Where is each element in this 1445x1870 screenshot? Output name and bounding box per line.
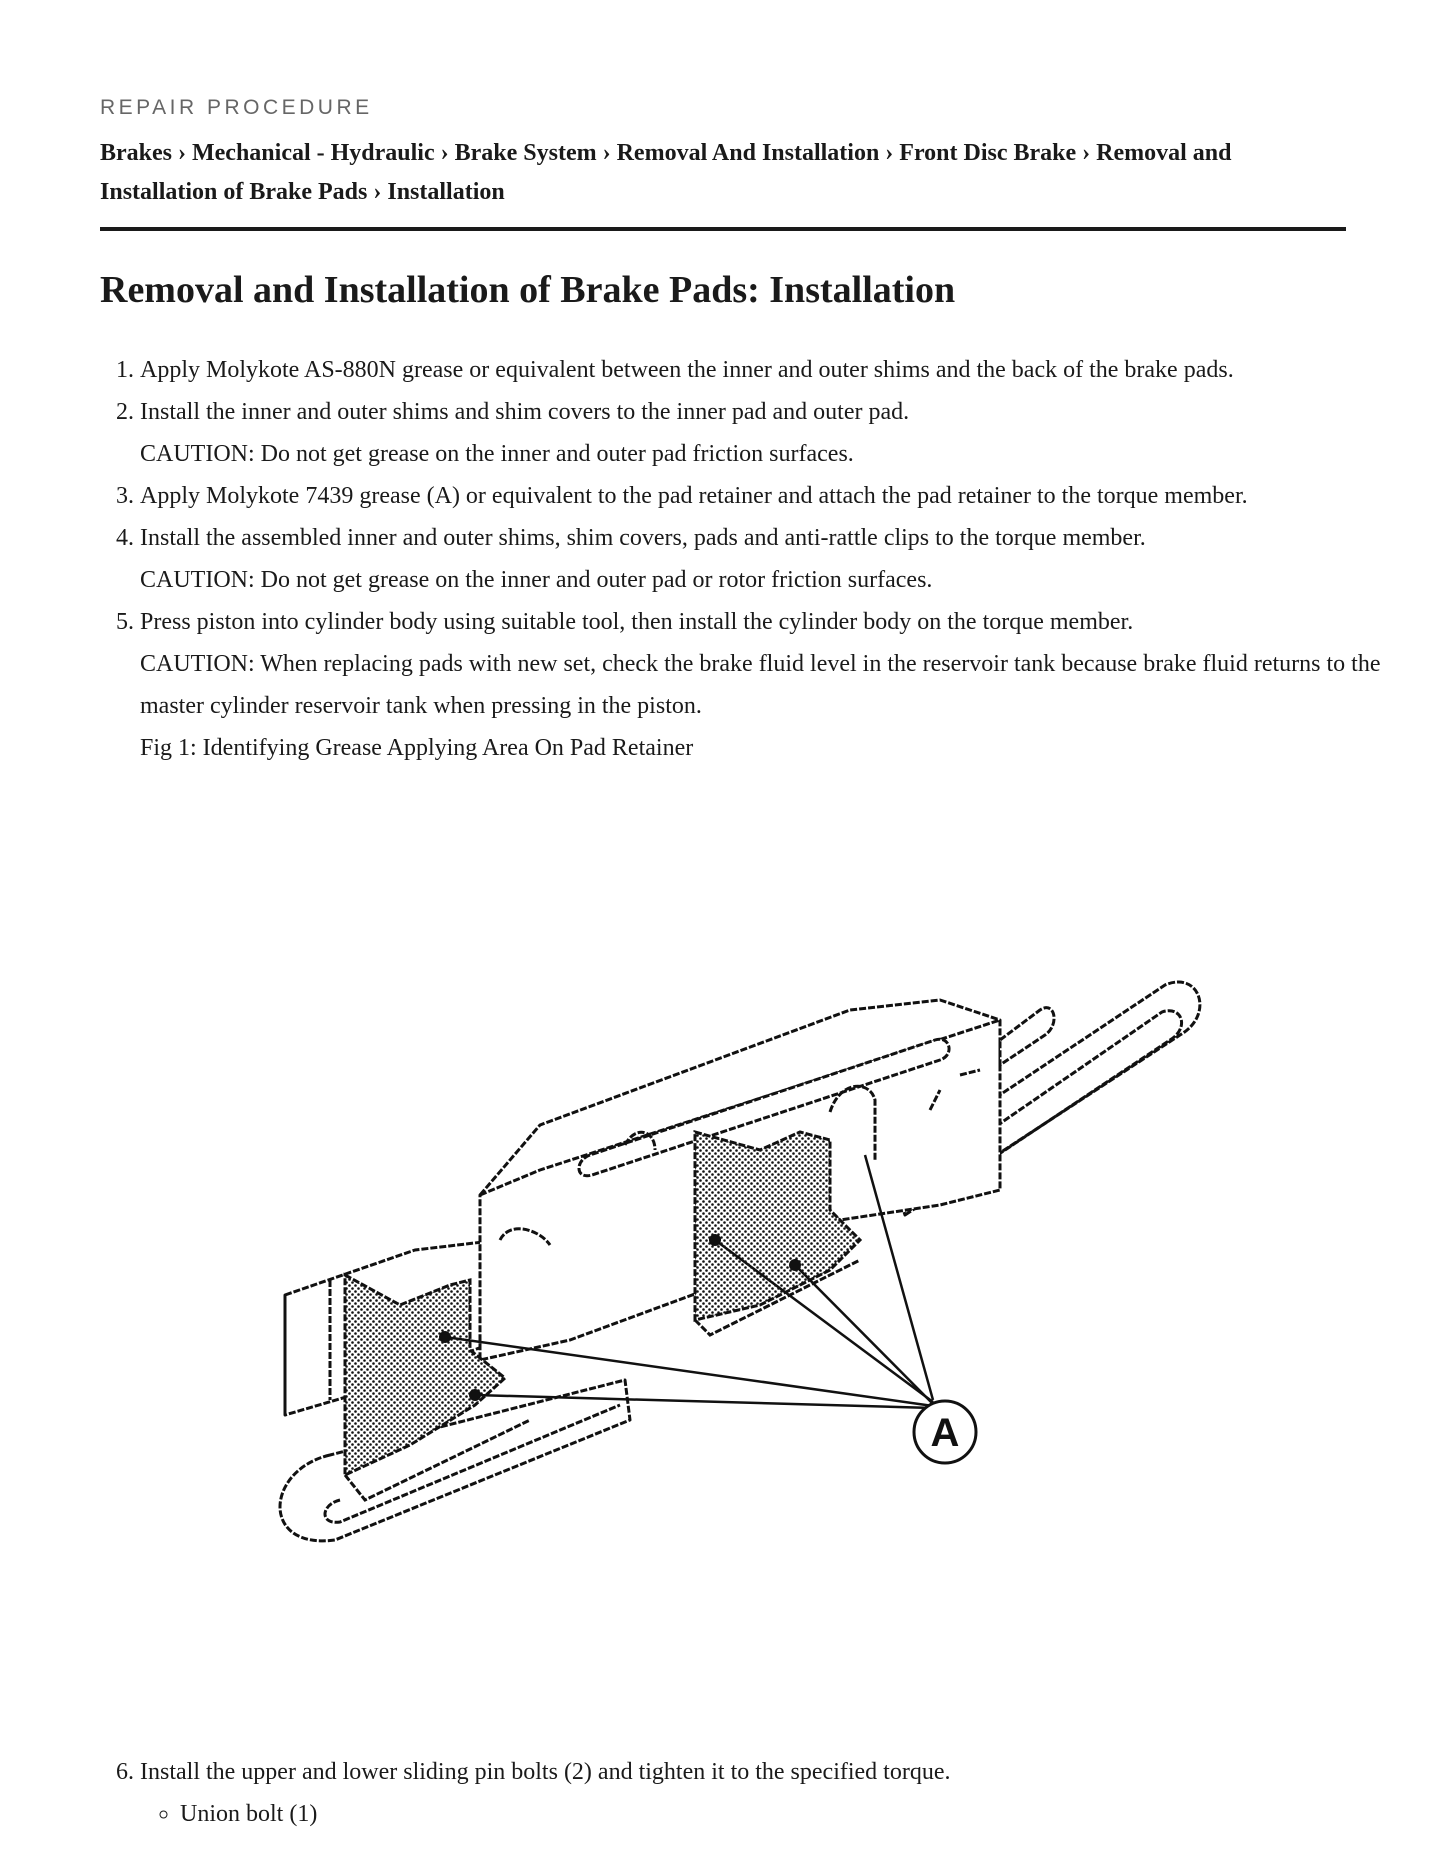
pad-retainer-figure (240, 900, 1230, 1620)
callout-label-a: A (930, 1411, 960, 1455)
leader-line (795, 1265, 933, 1404)
step-text: 3. Apply Molykote 7439 grease (A) or equivalent to the pad retainer and attach the pad retainer to the torque member. (140, 483, 1248, 509)
sub-list-item: ◦ Union bolt (1) (180, 1793, 1390, 1835)
page-kicker: REPAIR PROCEDURE (100, 96, 373, 119)
procedure-steps (100, 349, 1390, 769)
sub-list (140, 1793, 1390, 1835)
grease-point-dot (469, 1389, 481, 1401)
step-text: 2. Install the inner and outer shims and shim covers to the inner pad and outer pad. (140, 399, 910, 425)
step-item (140, 391, 1390, 475)
step-text: 5. Press piston into cylinder body using suitable tool, then install the cylinder body on the torque member. (140, 609, 1134, 635)
grease-point-dot (439, 1331, 451, 1343)
step-item (140, 1751, 1390, 1835)
grease-point-dot (709, 1234, 721, 1246)
header-divider (100, 227, 1346, 231)
step-item (140, 601, 1390, 769)
step-text: 4. Install the assembled inner and outer shims, shim covers, pads and anti-rattle clips to the torque member. (140, 525, 1146, 551)
step-text: 6. Install the upper and lower sliding pin bolts (2) and tighten it to the specified torque. (140, 1759, 951, 1785)
step-caution: CAUTION: Do not get grease on the inner and outer pad friction surfaces. (140, 441, 854, 467)
step-caution: CAUTION: When replacing pads with new set, check the brake fluid level in the reservoir tank because brake fluid returns to the master cylinder reservoir tank when pressing in the piston. (140, 651, 1381, 719)
procedure-steps-continued (100, 1751, 1390, 1835)
right-hook-shape (1000, 1008, 1054, 1065)
step-item (140, 349, 1390, 391)
breadcrumb: Brakes › Mechanical - Hydraulic › Brake System › Removal And Installation › Front Disc Brake › Removal and Installation of Brake Pads › Installation (100, 140, 1232, 205)
step-text: 1. Apply Molykote AS-880N grease or equivalent between the inner and outer shims and the back of the brake pads. (140, 357, 1234, 383)
grease-point-dot (789, 1259, 801, 1271)
step-caution: CAUTION: Do not get grease on the inner and outer pad or rotor friction surfaces. (140, 567, 933, 593)
step-item (140, 517, 1390, 601)
step-item (140, 475, 1390, 517)
figure-caption: Fig 1: Identifying Grease Applying Area On Pad Retainer (140, 735, 694, 761)
page-title: Removal and Installation of Brake Pads: Installation (100, 269, 956, 311)
